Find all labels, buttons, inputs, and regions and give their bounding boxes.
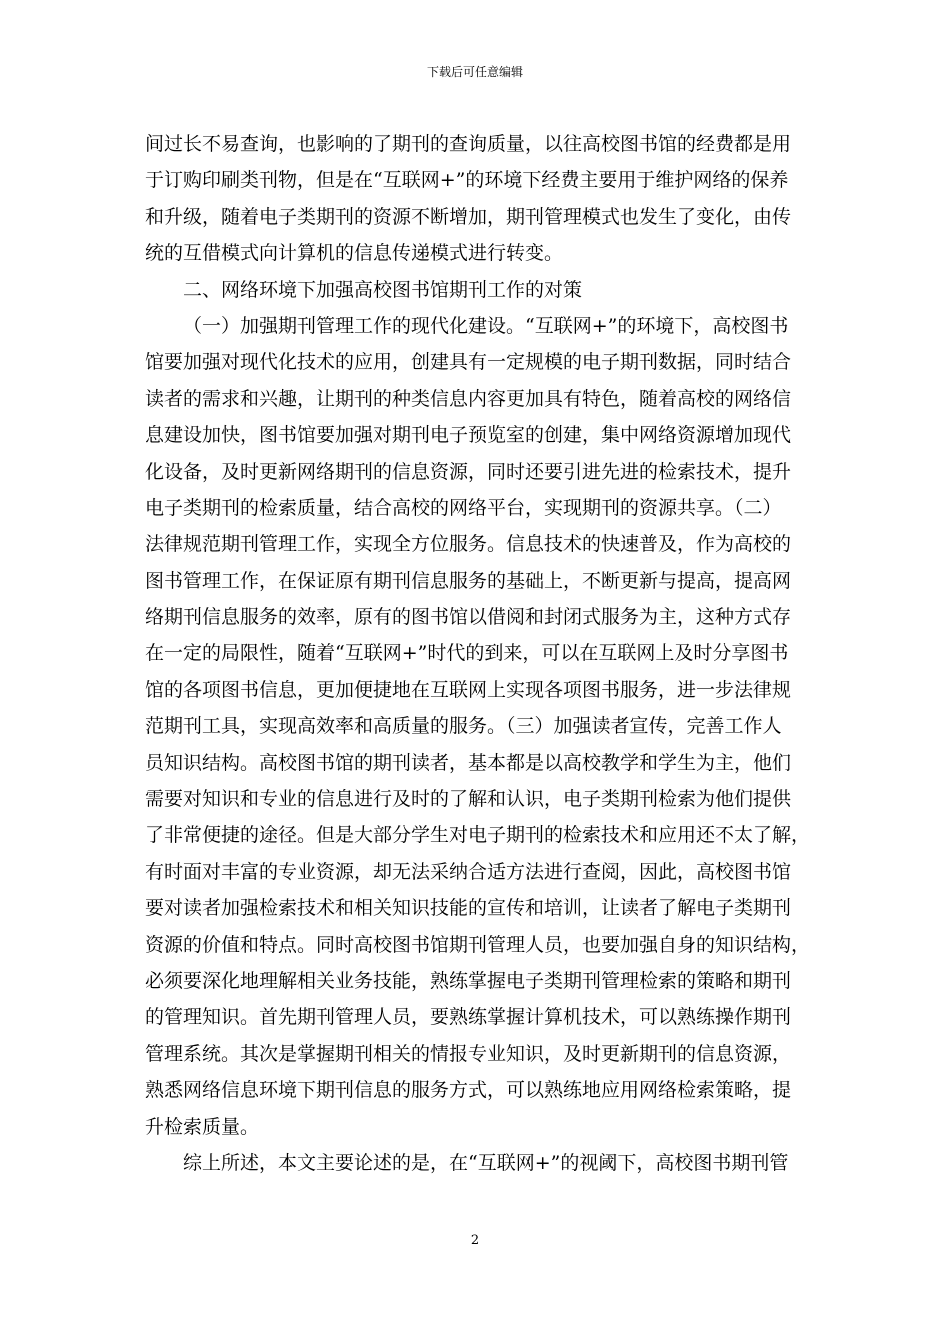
text-line: 二、网络环境下加强高校图书馆期刊工作的对策 bbox=[183, 278, 583, 301]
text-line: 的管理知识。首先期刊管理人员，要熟练掌握计算机技术，可以熟练操作期刊 bbox=[145, 1006, 792, 1029]
text-line: 了非常便捷的途径。但是大部分学生对电子期刊的检索技术和应用还不太了解， bbox=[145, 824, 811, 847]
text-line: 有时面对丰富的专业资源，却无法采纳合适方法进行查阅，因此，高校图书馆 bbox=[145, 860, 792, 883]
text-line: 熟悉网络信息环境下期刊信息的服务方式，可以熟练地应用网络检索策略，提 bbox=[145, 1079, 792, 1102]
text-line: 管理系统。其次是掌握期刊相关的情报专业知识，及时更新期刊的信息资源， bbox=[145, 1042, 792, 1065]
text-line: 统的互借模式向计算机的信息传递模式进行转变。 bbox=[145, 242, 564, 265]
text-line: 员知识结构。高校图书馆的期刊读者，基本都是以高校教学和学生为主，他们 bbox=[145, 751, 792, 774]
text-line: 于订购印刷类刊物，但是在“互联网+”的环境下经费主要用于维护网络的保养 bbox=[145, 169, 789, 192]
page-header: 下载后可任意编辑 bbox=[426, 65, 523, 79]
text-line: 化设备，及时更新网络期刊的信息资源，同时还要引进先进的检索技术，提升 bbox=[145, 460, 792, 483]
text-line: 读者的需求和兴趣，让期刊的种类信息内容更加具有特色，随着高校的网络信 bbox=[145, 387, 792, 410]
text-line: 综上所述，本文主要论述的是，在“互联网+”的视阈下，高校图书期刊管 bbox=[183, 1151, 789, 1174]
text-line: 升检索质量。 bbox=[145, 1115, 260, 1138]
text-line: 馆要加强对现代化技术的应用，创建具有一定规模的电子期刊数据，同时结合 bbox=[145, 351, 792, 374]
text-line: 络期刊信息服务的效率，原有的图书馆以借阅和封闭式服务为主，这种方式存 bbox=[145, 606, 792, 629]
text-line: 和升级，随着电子类期刊的资源不断增加，期刊管理模式也发生了变化，由传 bbox=[145, 205, 792, 228]
text-line: （一）加强期刊管理工作的现代化建设。“互联网+”的环境下，高校图书 bbox=[183, 314, 789, 337]
text-line: 需要对知识和专业的信息进行及时的了解和认识，电子类期刊检索为他们提供 bbox=[145, 788, 792, 811]
text-line: 息建设加快，图书馆要加强对期刊电子预览室的创建，集中网络资源增加现代 bbox=[145, 424, 792, 447]
text-line: 要对读者加强检索技术和相关知识技能的宣传和培训，让读者了解电子类期刊 bbox=[145, 897, 792, 920]
text-line: 范期刊工具，实现高效率和高质量的服务。（三）加强读者宣传，完善工作人 bbox=[145, 715, 782, 738]
text-line: 资源的价值和特点。同时高校图书馆期刊管理人员，也要加强自身的知识结构， bbox=[145, 933, 811, 956]
text-line: 电子类期刊的检索质量，结合高校的网络平台，实现期刊的资源共享。（二） bbox=[145, 496, 782, 519]
text-line: 图书管理工作，在保证原有期刊信息服务的基础上，不断更新与提高，提高网 bbox=[145, 569, 792, 592]
text-line: 法律规范期刊管理工作，实现全方位服务。信息技术的快速普及，作为高校的 bbox=[145, 533, 792, 556]
text-line: 间过长不易查询，也影响的了期刊的查询质量，以往高校图书馆的经费都是用 bbox=[145, 133, 792, 155]
page-number: 2 bbox=[470, 1233, 480, 1248]
text-line: 必须要深化地理解相关业务技能，熟练掌握电子类期刊管理检索的策略和期刊 bbox=[145, 969, 792, 992]
text-line: 馆的各项图书信息，更加便捷地在互联网上实现各项图书服务，进一步法律规 bbox=[145, 678, 792, 701]
text-line: 在一定的局限性，随着“互联网+”时代的到来，可以在互联网上及时分享图书 bbox=[145, 642, 789, 665]
document-body bbox=[145, 126, 817, 1181]
